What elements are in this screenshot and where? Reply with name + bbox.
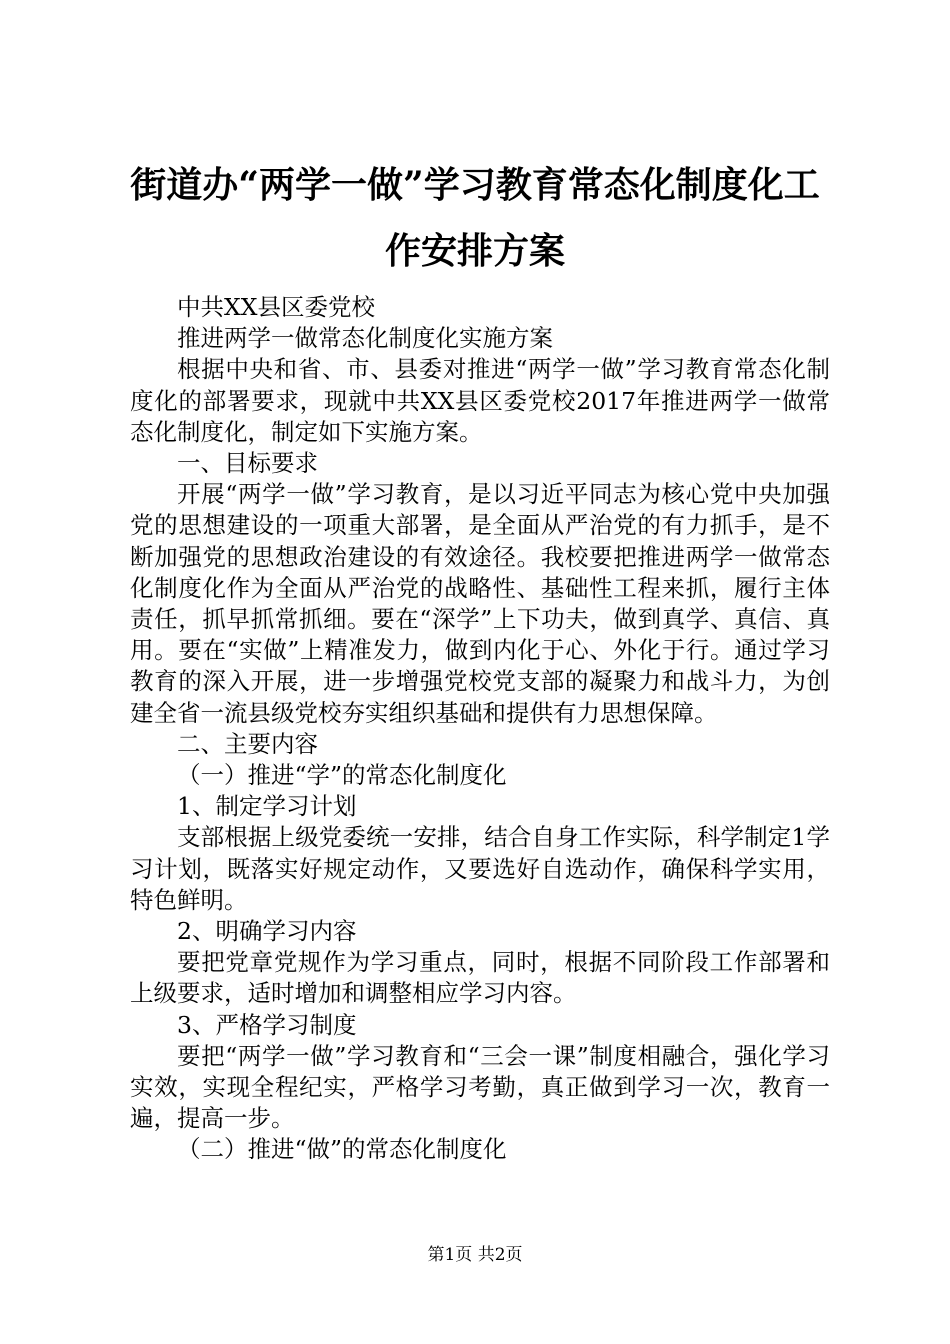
heading-study-system: 3、严格学习制度	[177, 1010, 357, 1039]
heading-study-content: 2、明确学习内容	[177, 917, 357, 946]
paragraph-study-content: 要把党章党规作为学习重点，同时，根据不同阶段工作部署和上级要求，适时增加和调整相应学习内容。	[130, 948, 830, 1008]
heading-goals: 一、目标要求	[177, 449, 318, 478]
page-footer: 第1页 共2页	[427, 1245, 523, 1265]
document-title: 街道办“两学一做”学习教育常态化制度化工作安排方案	[130, 164, 820, 272]
paragraph-intro: 根据中央和省、市、县委对推进“两学一做”学习教育常态化制度化的部署要求，现就中共XX县区委党校2017年推进两学一做常态化制度化，制定如下实施方案。	[130, 355, 830, 446]
heading-study-plan: 1、制定学习计划	[177, 792, 357, 821]
paragraph-study-plan: 支部根据上级党委统一安排，结合自身工作实际，科学制定1学习计划，既落实好规定动作，又要选好自选动作，确保科学实用，特色鲜明。	[130, 823, 830, 914]
paragraph-subtitle: 推进两学一做常态化制度化实施方案	[177, 324, 553, 353]
document-body	[130, 292, 830, 1166]
heading-practice: （二）推进“做”的常态化制度化	[177, 1135, 507, 1164]
paragraph-study-system: 要把“两学一做”学习教育和“三会一课”制度相融合，强化学习实效，实现全程纪实，严格学习考勤，真正做到学习一次，教育一遍，提高一步。	[130, 1041, 830, 1133]
heading-main-content: 二、主要内容	[177, 729, 318, 758]
paragraph-author: 中共XX县区委党校	[177, 293, 375, 321]
paragraph-goals: 开展“两学一做”学习教育，是以习近平同志为核心党中央加强党的思想建设的一项重大部署，是全面从严治党的有力抓手，是不断加强党的思想政治建设的有效途径。我校要把推进两学一做常态化制度化作为全面从严治党的战略性、基础性工程来抓，履行主体责任，抓早抓常抓细。要在“深学”上下功夫，做到真学、真信、真用。要在“实做”上精准发力，做到内化于心、外化于行。通过学习教育的深入开展，进一步增强党校党支部的凝聚力和战斗力，为创建全省一流县级党校夯实组织基础和提供有力思想保障。	[130, 480, 830, 727]
heading-study: （一）推进“学”的常态化制度化	[177, 761, 507, 790]
